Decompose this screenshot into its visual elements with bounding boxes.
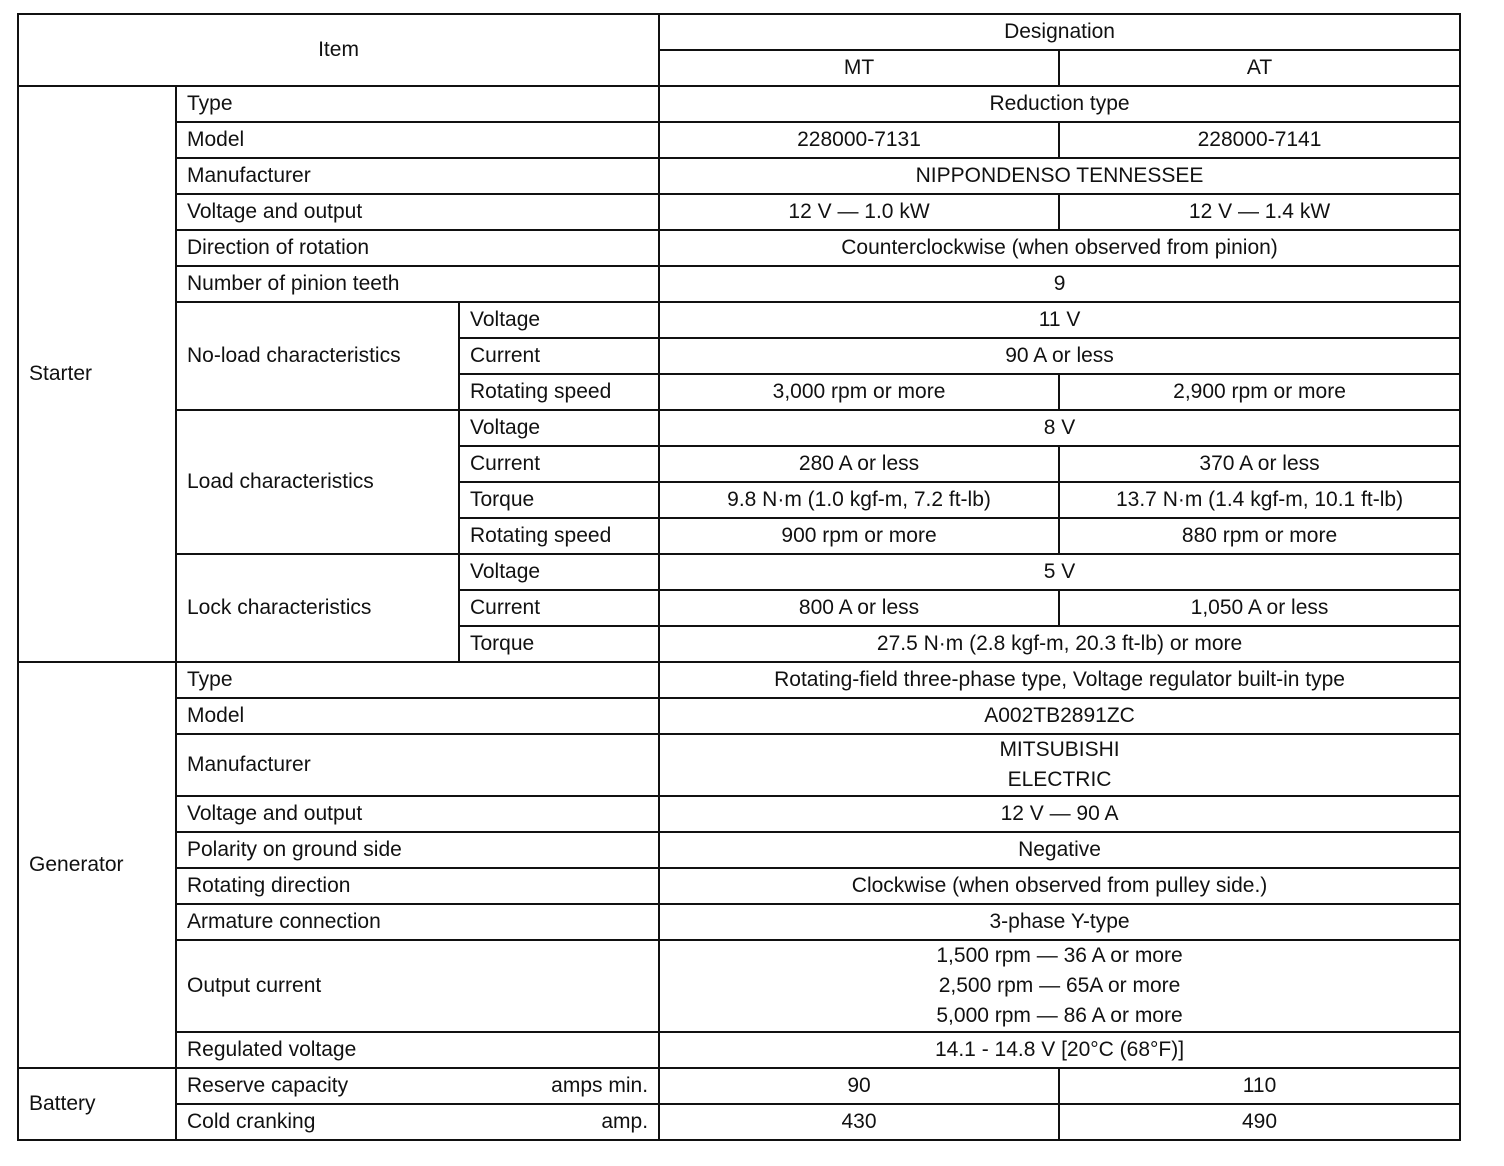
row-label: Manufacturer	[176, 158, 659, 194]
row-label-with-unit	[176, 1068, 659, 1104]
value-mt: 9.8 N·m (1.0 kgf-m, 7.2 ft-lb)	[659, 482, 1059, 518]
row-label: Voltage and output	[176, 796, 659, 832]
row-label: Model	[176, 122, 659, 158]
value-mt: 900 rpm or more	[659, 518, 1059, 554]
row-label: Manufacturer	[176, 734, 659, 796]
row-value: 9	[659, 266, 1460, 302]
param-label: Current	[459, 446, 659, 482]
param-label: Voltage	[459, 554, 659, 590]
row-label: Voltage and output	[176, 194, 659, 230]
value-at: 13.7 N·m (1.4 kgf-m, 10.1 ft-lb)	[1059, 482, 1460, 518]
param-label: Current	[459, 590, 659, 626]
row-value: 3-phase Y-type	[659, 904, 1460, 940]
header-mt: MT	[659, 50, 1059, 86]
unit-label: amp.	[601, 1110, 649, 1133]
table-row	[18, 734, 1460, 796]
row-value: 12 V — 90 A	[659, 796, 1460, 832]
table-row	[18, 832, 1460, 868]
param-label: Voltage	[459, 410, 659, 446]
row-label: Rotating direction	[176, 868, 659, 904]
row-value: NIPPONDENSO TENNESSEE	[659, 158, 1460, 194]
header-designation: Designation	[659, 14, 1460, 50]
row-label: Model	[176, 698, 659, 734]
table-row	[18, 86, 1460, 122]
param-label: Current	[459, 338, 659, 374]
table-row	[18, 662, 1460, 698]
unit-label: amps min.	[551, 1074, 649, 1097]
value-line: 1,500 rpm — 36 A or more	[936, 944, 1183, 967]
value-at: 110	[1059, 1068, 1460, 1104]
value-mt: 12 V — 1.0 kW	[659, 194, 1059, 230]
table-row	[18, 868, 1460, 904]
row-label-with-unit	[176, 1104, 659, 1140]
row-label: Type	[176, 86, 659, 122]
table-row	[18, 122, 1460, 158]
table-row	[18, 230, 1460, 266]
value-at: 490	[1059, 1104, 1460, 1140]
specifications-table	[17, 13, 1461, 1141]
row-label: Regulated voltage	[176, 1032, 659, 1068]
row-label: Direction of rotation	[176, 230, 659, 266]
subgroup-load: Load characteristics	[176, 410, 459, 554]
param-label: Torque	[459, 482, 659, 518]
table-row	[18, 1104, 1460, 1140]
row-value: A002TB2891ZC	[659, 698, 1460, 734]
param-label: Rotating speed	[459, 518, 659, 554]
param-label: Rotating speed	[459, 374, 659, 410]
table-row	[18, 1032, 1460, 1068]
table-row	[18, 554, 1460, 590]
table-row	[18, 410, 1460, 446]
value-mt: 3,000 rpm or more	[659, 374, 1059, 410]
table-row	[18, 194, 1460, 230]
row-label: Cold cranking	[187, 1110, 316, 1133]
value-at: 12 V — 1.4 kW	[1059, 194, 1460, 230]
row-label: Output current	[176, 940, 659, 1032]
value-line: MITSUBISHI	[999, 738, 1120, 761]
value-mt: 90	[659, 1068, 1059, 1104]
subgroup-no-load: No-load characteristics	[176, 302, 459, 410]
row-label: Type	[176, 662, 659, 698]
row-label: Polarity on ground side	[176, 832, 659, 868]
table-row	[18, 158, 1460, 194]
header-row	[18, 14, 1460, 50]
row-label: Armature connection	[176, 904, 659, 940]
table-row	[18, 302, 1460, 338]
row-label: Number of pinion teeth	[176, 266, 659, 302]
row-value: 5 V	[659, 554, 1460, 590]
row-value: 11 V	[659, 302, 1460, 338]
value-line: 5,000 rpm — 86 A or more	[936, 1004, 1183, 1027]
row-value: 14.1 - 14.8 V [20°C (68°F)]	[659, 1032, 1460, 1068]
param-label: Voltage	[459, 302, 659, 338]
table-row	[18, 940, 1460, 1032]
param-label: Torque	[459, 626, 659, 662]
row-value: Negative	[659, 832, 1460, 868]
table-row	[18, 796, 1460, 832]
value-at: 2,900 rpm or more	[1059, 374, 1460, 410]
row-value: Clockwise (when observed from pulley side.)	[659, 868, 1460, 904]
header-item: Item	[18, 14, 659, 86]
row-value: Rotating-field three-phase type, Voltage regulator built-in type	[659, 662, 1460, 698]
row-value: 27.5 N·m (2.8 kgf-m, 20.3 ft-lb) or more	[659, 626, 1460, 662]
header-at: AT	[1059, 50, 1460, 86]
table-row	[18, 266, 1460, 302]
value-at: 228000-7141	[1059, 122, 1460, 158]
value-at: 1,050 A or less	[1059, 590, 1460, 626]
group-battery: Battery	[18, 1068, 176, 1140]
row-value-multiline	[659, 940, 1460, 1032]
value-at: 370 A or less	[1059, 446, 1460, 482]
subgroup-lock: Lock characteristics	[176, 554, 459, 662]
row-value-multiline	[659, 734, 1460, 796]
table-row	[18, 1068, 1460, 1104]
table-row	[18, 698, 1460, 734]
table-row	[18, 904, 1460, 940]
row-label: Reserve capacity	[187, 1074, 349, 1097]
row-value: 8 V	[659, 410, 1460, 446]
row-value: Reduction type	[659, 86, 1460, 122]
row-value: Counterclockwise (when observed from pinion)	[659, 230, 1460, 266]
value-line: ELECTRIC	[1007, 768, 1112, 791]
value-at: 880 rpm or more	[1059, 518, 1460, 554]
group-starter: Starter	[18, 86, 176, 662]
value-mt: 280 A or less	[659, 446, 1059, 482]
value-line: 2,500 rpm — 65A or more	[938, 974, 1181, 997]
value-mt: 228000-7131	[659, 122, 1059, 158]
value-mt: 430	[659, 1104, 1059, 1140]
value-mt: 800 A or less	[659, 590, 1059, 626]
row-value: 90 A or less	[659, 338, 1460, 374]
group-generator: Generator	[18, 662, 176, 1068]
